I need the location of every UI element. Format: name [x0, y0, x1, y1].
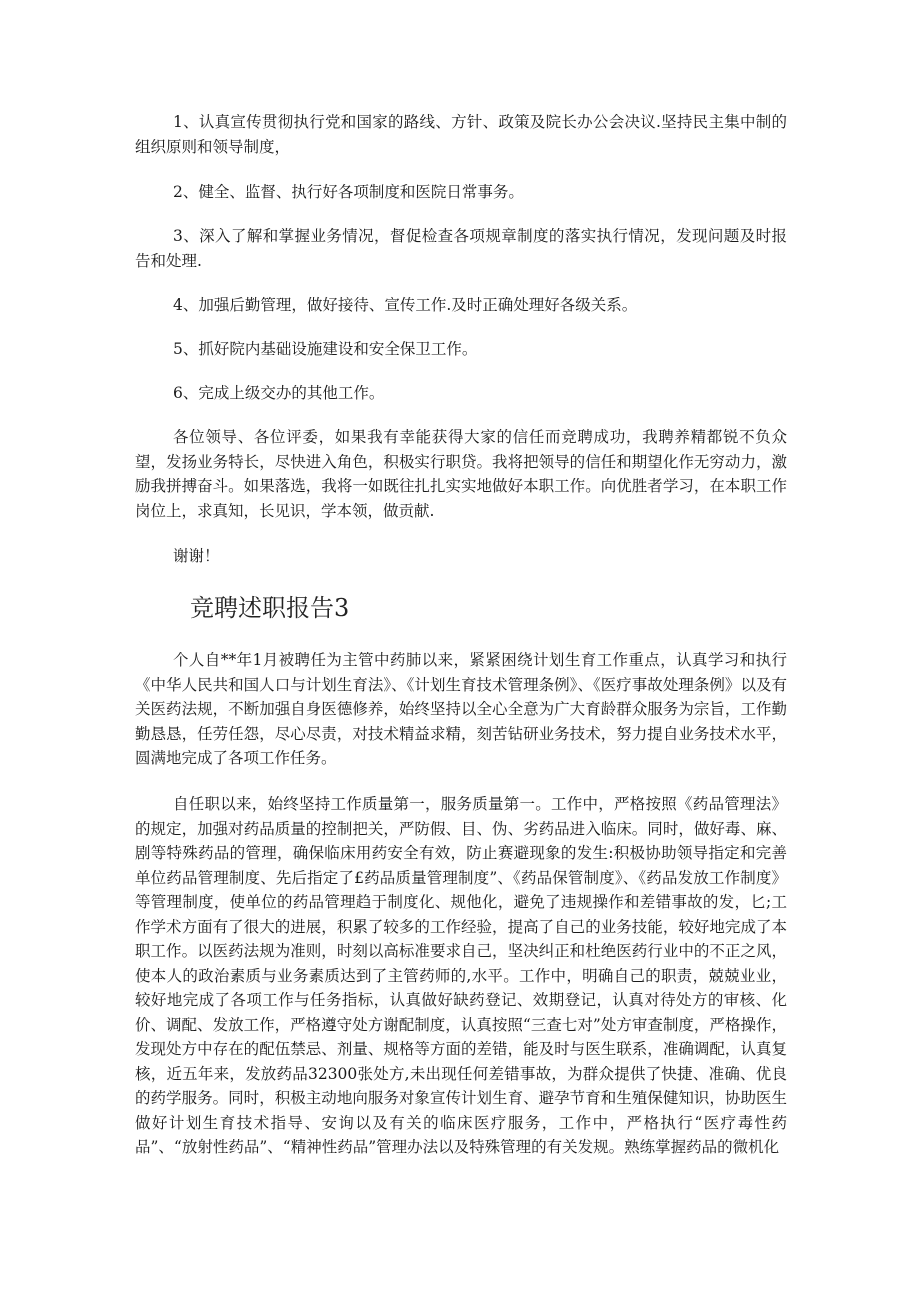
closing-paragraph: 各位领导、各位评委，如果我有幸能获得大家的信任而竞聘成功，我聘养精都锐不负众望，发扬业务特长，尽快进入角色，积极实行职贷。我将把领导的信任和期望化作无穷动力，激励我拼搏奋斗。如果落选，我将一如既往扎扎实实地做好本职工作。向优胜者学习，在本职工作岗位上，求真知，长见识，学本领，做贡献. [135, 428, 787, 520]
item-5: 5、抓好院内基础设施建设和安全保卫工作。 [173, 340, 478, 358]
item-3: 3、深入了解和掌握业务情况，督促检查各项规章制度的落实执行情况，发现问题及时报告和处理. [135, 227, 787, 270]
item-4: 4、加强后勤管理，做好接待、宣传工作.及时正确处理好各级关系。 [173, 296, 638, 314]
thanks-line: 谢谢！ [173, 547, 220, 565]
body-paragraph-1: 个人自**年1月被聘任为主管中药肺以来，紧紧困绕计划生育工作重点，认真学习和执行《中华人民共和国人口与计划生育法》、《计划生育技术管理条例》、《医疗事故处理条例》以及有关医药法规，不断加强自身医德修养，始终坚持以全心全意为广大育龄群众服务为宗旨，工作勤勤恳恳，任劳任怨，尽心尽责，对技术精益求精，刻苦钻研业务技术，努力提自业务技术水平，圆满地完成了各项工作任务。 [135, 651, 787, 767]
item-6: 6、完成上级交办的其他工作。 [173, 384, 385, 402]
item-1: 1、认真宣传贯彻执行党和国家的路线、方针、政策及院长办公会决议.坚持民主集中制的组织原则和领导制度， [135, 113, 787, 156]
item-2: 2、健全、监督、执行好各项制度和医院日常事务。 [173, 183, 524, 201]
body-paragraph-2: 自任职以来，始终坚持工作质量第一，服务质量第一。工作中，严格按照《药品管理法》的规定，加强对药品质量的控制把关，严防假、目、伪、劣药品进入临床。同时，做好毒、麻、剧等特殊药品的管理，确保临床用药安全有效，防止赛避现象的发生:积极协助领导指定和完善单位药品管理制度、先后指定了£药品质量管理制度”、《药品保管制度》、《药品发放工作制度》等管理制度，使单位的药品管理趋于制度化、规他化，避免了违规操作和差错事故的发，匕;工作学术方面有了很大的进展，积累了较多的工作经验，提高了自己的业务技能，较好地完成了本职工作。以医药法规为准则，时刻以高标准要求自己，坚决纠正和杜绝医药行业中的不正之风，使本人的政治素质与业务素质达到了主管药师的,水平。工作中，明确自己的职责，兢兢业业，较好地完成了各项工作与任务指标，认真做好缺药登记、效期登记，认真对待处方的审核、化价、调配、发放工作，严格遵守处方谢配制度，认真按照“三查七对”处方审查制度，严格操作，发现处方中存在的配伍禁忌、剂量、规格等方面的差错，能及时与医生联系，准确调配，认真复核，近五年来，发放药品32300张处方,未出现任何差错事故，为群众提供了快捷、准确、优良的药学服务。同时，积极主动地向服务对象宣传计划生育、避孕节育和生殖保健知识，协助医生做好计划生育技术指导、安询以及有关的临床医疗服务，工作中，严格执行“医疗毒性药品”、“放射性药品”、“精神性药品”管理办法以及特殊管理的有关发规。熟练掌握药品的微机化 [135, 795, 787, 1156]
section-heading: 竞聘述职报告3 [190, 594, 350, 622]
